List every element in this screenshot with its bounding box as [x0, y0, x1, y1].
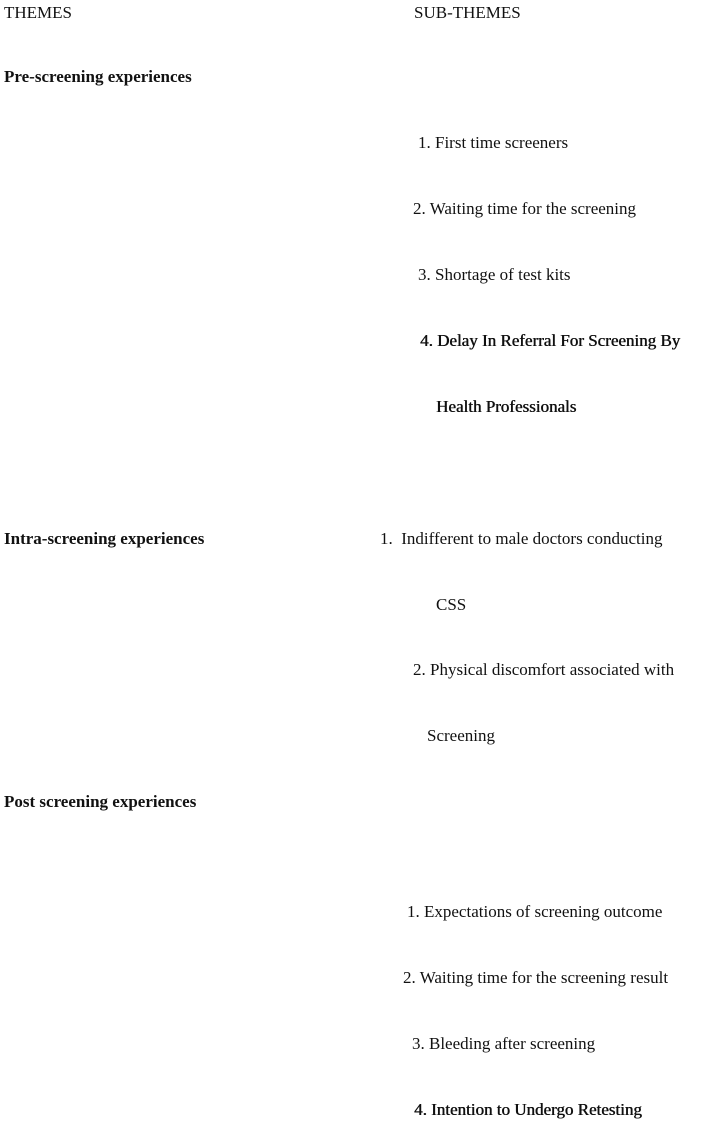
theme-post-screening: Post screening experiences	[4, 792, 197, 811]
subtheme-physical-discomfort-line1: 2. Physical discomfort associated with	[413, 660, 675, 679]
subtheme-delay-referral-line1: 4. Delay In Referral For Screening By	[420, 331, 681, 350]
subtheme-indifferent-male-doctors-line2: CSS	[436, 595, 467, 614]
subtheme-shortage-test-kits: 3. Shortage of test kits	[418, 265, 571, 284]
subtheme-intention-retesting: 4. Intention to Undergo Retesting	[414, 1100, 642, 1119]
subtheme-waiting-time-result: 2. Waiting time for the screening result	[403, 968, 669, 987]
subtheme-indifferent-male-doctors-line1: 1. Indifferent to male doctors conducting	[380, 529, 663, 548]
subtheme-delay-referral-line2: Health Professionals	[436, 397, 577, 416]
subtheme-bleeding-after-screening: 3. Bleeding after screening	[412, 1034, 596, 1053]
subtheme-first-time-screeners: 1. First time screeners	[418, 133, 569, 152]
column-header-themes: THEMES	[4, 3, 72, 22]
subtheme-waiting-time-screening: 2. Waiting time for the screening	[413, 199, 637, 218]
subtheme-physical-discomfort-line2: Screening	[427, 726, 495, 745]
subtheme-expectations-outcome: 1. Expectations of screening outcome	[407, 902, 663, 921]
column-header-subthemes: SUB-THEMES	[414, 3, 521, 22]
theme-pre-screening: Pre-screening experiences	[4, 67, 192, 86]
theme-intra-screening: Intra-screening experiences	[4, 529, 205, 548]
